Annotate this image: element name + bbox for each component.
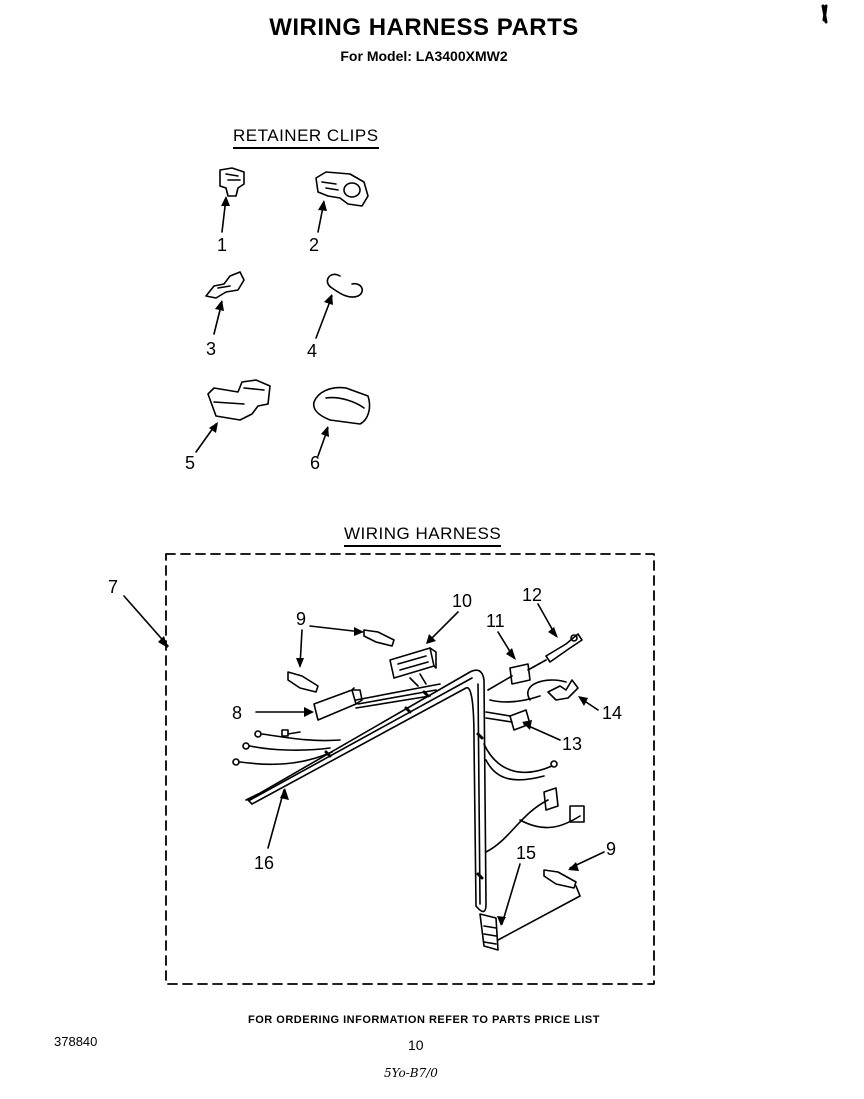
- arrowhead-2: [318, 200, 327, 211]
- callout-1: 1: [217, 235, 228, 255]
- arrowhead-11: [506, 648, 516, 660]
- ordering-note: FOR ORDERING INFORMATION REFER TO PARTS PRICE LIST: [248, 1014, 600, 1026]
- terminal-12: [546, 634, 582, 662]
- leader-7: [124, 596, 168, 646]
- callout-12: 12: [522, 585, 543, 605]
- page-number: 10: [408, 1037, 424, 1053]
- callout-14: 14: [602, 703, 623, 723]
- terminal-9-c: [544, 870, 580, 896]
- callout-16: 16: [254, 853, 275, 873]
- cable-ties: [326, 692, 482, 878]
- callout-7: 7: [108, 577, 119, 597]
- connector-10: [390, 648, 436, 686]
- callout-6: 6: [310, 453, 321, 473]
- arrowhead-14: [578, 696, 588, 706]
- callout-2: 2: [309, 235, 320, 255]
- callout-11: 11: [486, 611, 505, 631]
- arrowhead-6: [321, 426, 329, 437]
- arrowhead-16: [280, 788, 289, 800]
- connector-15: [480, 896, 580, 950]
- callout-15: 15: [516, 843, 537, 863]
- harness-frame: [166, 554, 654, 984]
- retainer-clip-1: [220, 168, 244, 196]
- retainer-clip-5: [208, 380, 270, 420]
- callout-5: 5: [185, 453, 196, 473]
- terminal-9-a: [364, 630, 394, 646]
- arrowhead-15: [497, 916, 506, 926]
- retainer-clips-heading: RETAINER CLIPS: [233, 126, 379, 149]
- handwritten-code: 5Yo-B7/0: [384, 1066, 438, 1080]
- terminal-9-b: [288, 672, 318, 692]
- connector-8: [314, 684, 440, 720]
- document-number: 378840: [54, 1034, 98, 1049]
- callout-3: 3: [206, 339, 217, 359]
- callout-13: 13: [562, 734, 583, 754]
- page-title: WIRING HARNESS PARTS: [269, 14, 579, 41]
- wiring-harness-heading: WIRING HARNESS: [344, 524, 501, 547]
- callout-9-upper: 9: [296, 609, 307, 629]
- connector-11: [488, 660, 546, 690]
- retainer-clip-6: [314, 388, 370, 424]
- connector-13: [486, 710, 530, 730]
- terminal-14: [490, 680, 578, 702]
- arrowhead-9a-2: [296, 658, 304, 668]
- leader-16: [268, 790, 284, 848]
- arrowhead-9a-1: [354, 627, 364, 636]
- arrowhead-1: [221, 196, 230, 206]
- scan-mark: [823, 6, 826, 22]
- arrowhead-9b: [568, 862, 579, 871]
- lead-wires-right: [484, 744, 584, 852]
- arrowhead-4: [324, 294, 333, 305]
- callout-8: 8: [232, 703, 243, 723]
- leader-15: [502, 864, 520, 924]
- callout-4: 4: [307, 341, 318, 361]
- retainer-clip-4: [327, 274, 362, 297]
- retainer-clip-3: [206, 272, 244, 298]
- model-subtitle: For Model: LA3400XMW2: [340, 48, 508, 64]
- callout-9-lower: 9: [606, 839, 617, 859]
- arrowhead-8: [304, 707, 314, 717]
- arrowhead-13: [522, 720, 532, 730]
- callout-10: 10: [452, 591, 473, 611]
- arrowhead-12: [548, 627, 558, 638]
